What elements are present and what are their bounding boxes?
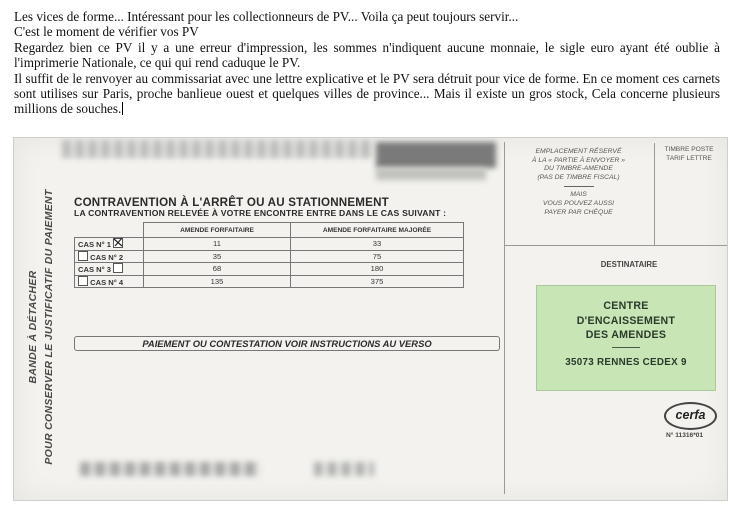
contravention-form [13, 137, 728, 501]
form-subtitle: LA CONTRAVENTION RELEVÉE À VOTRE ENCONTRE ENTRE DANS LE CAS SUIVANT : [74, 208, 447, 218]
redacted-footer-2 [314, 462, 374, 476]
postage-stamp-box: TIMBRE POSTE TARIF LETTRE [654, 143, 723, 246]
checkbox[interactable] [78, 251, 88, 261]
vertical-divider [504, 142, 505, 494]
side-text-detach: BANDE À DÉTACHER [27, 270, 39, 384]
case-label: CAS N° 4 [75, 275, 144, 288]
amende-value: 35 [144, 250, 291, 263]
redacted-number-box-light [376, 168, 486, 180]
intro-line-2: C'est le moment de vérifier vos PV [14, 24, 199, 40]
majoree-value: 375 [291, 275, 464, 288]
col-majoree-header: AMENDE FORFAITAIRE MAJORÉE [291, 223, 464, 238]
majoree-value: 33 [291, 238, 464, 251]
text-cursor [122, 102, 123, 115]
amende-value: 135 [144, 275, 291, 288]
checkbox[interactable] [113, 263, 123, 273]
table-row [75, 263, 464, 276]
intro-paragraph-2-text: Il suffit de le renvoyer au commissariat avec une lettre explicative et le PV sera détruit pour vice de forme. En ce moment ces carnets sont utilises sur Paris, proche banlieue ouest et quelques villes de province... Mais il existe un gros stock, Cela concerne plusieurs millions de souches. [14, 70, 720, 117]
redacted-footer [80, 462, 260, 476]
checked-checkbox[interactable] [113, 238, 123, 248]
intro-paragraph-2 [14, 71, 720, 117]
address-line-2: D'ENCAISSEMENT [576, 314, 676, 327]
destinataire-label: DESTINATAIRE [600, 260, 658, 269]
form-title: CONTRAVENTION À L'ARRÊT OU AU STATIONNEMENT [74, 196, 389, 209]
cases-header-row [75, 223, 464, 238]
address-city: 35073 RENNES CEDEX 9 [565, 356, 687, 368]
majoree-value: 180 [291, 263, 464, 276]
checkbox[interactable] [78, 276, 88, 286]
address-line-3: DES AMENDES [585, 329, 667, 341]
cerfa-logo: cerfa [664, 402, 717, 430]
address-line-1: CENTRE [603, 300, 649, 312]
cases-table [74, 222, 464, 288]
horizontal-divider [504, 245, 727, 246]
table-row [75, 275, 464, 288]
divider [564, 186, 594, 187]
col-amende-header: AMENDE FORFAITAIRE [144, 223, 291, 238]
table-row [75, 238, 464, 251]
check-mark-icon [113, 237, 123, 247]
table-row [75, 250, 464, 263]
case-label: CAS N° 1 [75, 238, 144, 251]
side-text-keep: POUR CONSERVER LE JUSTIFICATIF DU PAIEMENT [43, 189, 55, 465]
intro-text [14, 9, 720, 117]
amende-value: 11 [144, 238, 291, 251]
divider [612, 347, 640, 348]
redacted-header [62, 140, 374, 158]
case-label: CAS N° 3 [75, 263, 144, 276]
form-number: N° 11316*01 [666, 432, 704, 439]
case-label: CAS N° 2 [75, 250, 144, 263]
side-band [18, 168, 64, 486]
majoree-value: 75 [291, 250, 464, 263]
intro-line-1: Les vices de forme... Intéressant pour les collectionneurs de PV... Voila ça peut toujours servir... [14, 9, 519, 24]
recipient-address-box [536, 285, 716, 391]
payment-instructions-banner: PAIEMENT OU CONTESTATION VOIR INSTRUCTIONS AU VERSO [74, 336, 500, 351]
intro-paragraph-1: Regardez bien ce PV il y a une erreur d'impression, les sommes n'indiquent aucune monnaie, le sigle euro ayant été oublie à l'imprimerie Nationale, ce qui qui rend caduque le PV. [14, 39, 720, 71]
redacted-number-box [376, 142, 496, 168]
amende-value: 68 [144, 263, 291, 276]
stamp-area-notice: EMPLACEMENT RÉSERVÉ À LA « PARTIE À ENVOYER » DU TIMBRE-AMENDE (PAS DE TIMBRE FISCAL) MAIS VOUS POUVEZ AUSSI PAYER PAR CHÈQUE [531, 148, 626, 216]
